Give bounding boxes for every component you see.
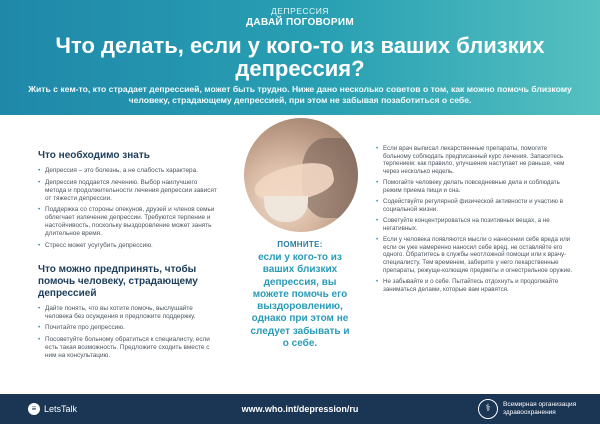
remember-title: ПОМНИТЕ:: [277, 240, 323, 249]
list-item: • Поддержка со стороны опекунов, друзей и членов семьи облегчает излечение депрессии. Требуются терпение и настойчивость, поскольку выздоровление может занять длительное время.: [38, 206, 218, 238]
what-to-know-list: [38, 167, 218, 250]
list-item: • Если у человека появляются мысли о нанесении себе вреда или если он уже намеренно наносил себе вред, не оставляйте его одного. Обратитесь в службы неотложной помощи или к врачу-специалисту. Тем временем, заберите у него лекарственные препараты, режуще-колющие предметы и огнестрельное оружие.: [376, 236, 576, 275]
letstalk-label: LetsTalk: [44, 404, 78, 414]
list-item: • Депрессия поддается лечению. Выбор наилучшего метода и продолжительности лечения депрессии зависят от тяжести депрессии.: [38, 179, 218, 203]
remember-callout: [250, 240, 350, 350]
list-item: • Помогайте человеку делать повседневные дела и соблюдать режим приема пищи и сна.: [376, 179, 576, 194]
how-to-help-list: [38, 305, 218, 360]
page-title: Что делать, если у кого-то из ваших близких депрессия?: [55, 33, 545, 81]
list-item: • Дайте понять, что вы хотите помочь, выслушайте человека без осуждения и предложите поддержку.: [38, 305, 218, 321]
list-item: • Советуйте концентрироваться на позитивных вещах, а не негативных.: [376, 217, 576, 232]
footer-bar: [0, 394, 600, 424]
right-column: [376, 145, 576, 297]
photo-cup-shape: [264, 196, 308, 222]
list-item: • Почитайте про депрессию.: [38, 324, 218, 332]
list-item: • Стресс может усугубить депрессию.: [38, 242, 218, 250]
who-name: Всемирная организация здравоохранения: [503, 401, 577, 416]
support-photo: [244, 118, 358, 232]
header-kicker: ДЕПРЕССИЯ: [271, 6, 329, 16]
header-banner: [0, 0, 600, 115]
list-item: • Содействуйте регулярной физической активности и участию в социальной жизни.: [376, 198, 576, 213]
header-subkicker: ДАВАЙ ПОГОВОРИМ: [246, 17, 354, 28]
advice-list: [376, 145, 576, 293]
website-link[interactable]: www.who.int/depression/ru: [241, 404, 359, 414]
remember-text: если у кого-то из ваших близких депрессия, вы можете помочь его выздоровлению, однако при этом не следует забывать и о себе.: [250, 252, 350, 350]
list-item: • Депрессия – это болезнь, а не слабость характера.: [38, 167, 218, 175]
letstalk-icon: ≡: [28, 403, 40, 415]
list-item: • Если врач выписал лекарственные препараты, помогите больному соблюдать предписанный курс лечения. Запаситесь терпением: как правило, улучшение наступает не раньше, чем через несколько недель.: [376, 145, 576, 176]
left-column: [38, 150, 218, 363]
intro-text: Жить с кем-то, кто страдает депрессией, может быть трудно. Ниже дано несколько советов о том, как можно помочь близкому человеку, страдающему депрессией, при этом не забывая позаботиться о себе.: [28, 84, 572, 105]
list-item: • Посоветуйте больному обратиться к специалисту, если есть такая возможность. Предложите сходить вместе с ним на консультацию.: [38, 336, 218, 360]
who-emblem-icon: ⚕: [478, 399, 498, 419]
section-what-to-know-title: Что необходимо знать: [38, 150, 150, 161]
list-item: • Не забывайте и о себе. Пытайтесь отдохнуть и продолжайте заниматься делами, которые вам нравятся.: [376, 278, 576, 293]
section-how-to-help-title: Что можно предпринять, чтобы помочь человеку, страдающему депрессией: [38, 263, 198, 299]
